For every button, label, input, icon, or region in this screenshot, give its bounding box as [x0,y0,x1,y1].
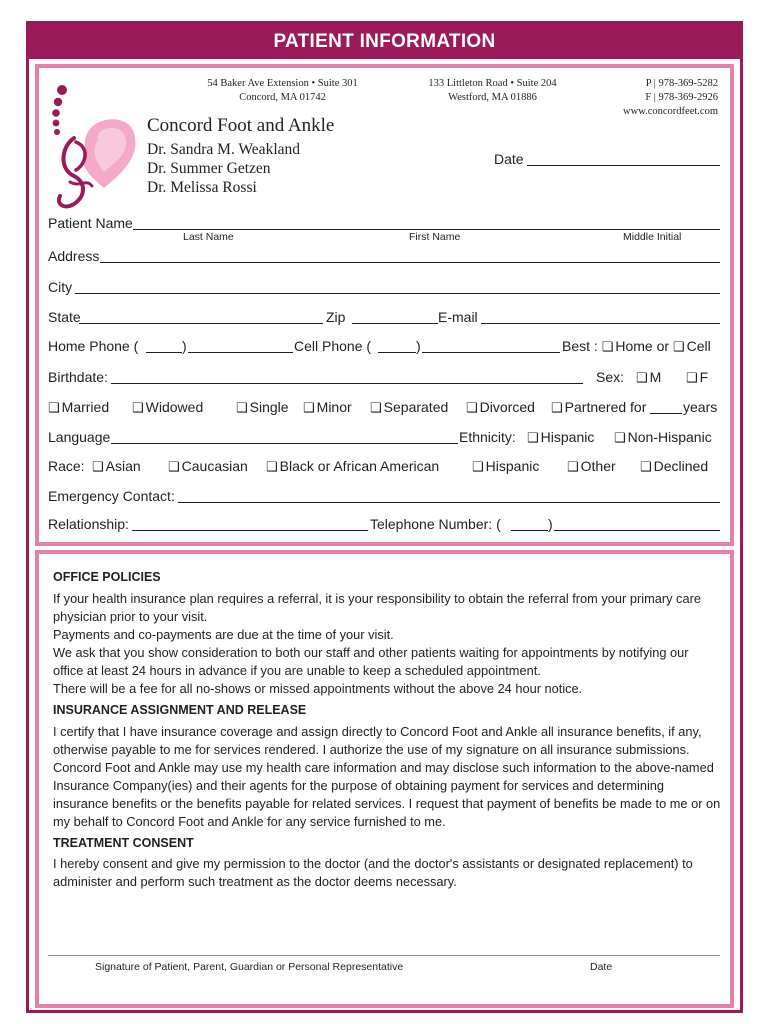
signature-field[interactable] [48,955,720,956]
race-black [266,458,439,475]
foot-logo-icon [46,78,146,213]
language-label: Language [48,429,111,445]
single-label: Single [249,399,289,415]
telephone-area-code-field[interactable] [511,530,548,531]
birthdate-field[interactable] [111,383,583,384]
insurance-title: INSURANCE ASSIGNMENT AND RELEASE [53,703,307,717]
divorced-checkbox[interactable]: ❑ [466,400,478,415]
telephone-field[interactable] [554,530,720,531]
best-home-checkbox[interactable]: ❑ [601,339,614,354]
race-declined [640,458,708,475]
cell-phone-field[interactable] [422,352,560,353]
best-cell-checkbox[interactable]: ❑ [672,339,685,354]
office-concord [195,77,370,105]
signature-date-caption: Date [590,961,613,973]
divorced-label: Divorced [479,399,535,415]
office-policies-title: OFFICE POLICIES [53,570,161,584]
email-field[interactable] [481,323,720,324]
email-label: E-mail [438,309,478,325]
sex-label: Sex: [596,369,625,385]
middle-initial-caption: Middle Initial [623,231,682,243]
partnered-checkbox[interactable]: ❑ [551,400,563,415]
ethnicity-label: Ethnicity: [459,429,516,445]
emergency-contact-field[interactable] [178,502,720,503]
treatment-title: TREATMENT CONSENT [53,836,194,850]
marital-divorced [466,399,535,416]
state-field[interactable] [79,323,323,324]
signature-caption: Signature of Patient, Parent, Guardian or Personal Representative [95,961,404,973]
practice-name: Concord Foot and Ankle [147,115,335,136]
race-declined-label: Declined [653,458,709,474]
office-policy-payments: Payments and co-payments are due at the time of your visit. [53,627,394,642]
office-westford-line2: Westford, MA 01886 [448,92,537,103]
race-asian-label: Asian [105,458,141,474]
marital-separated [370,399,448,416]
address-field[interactable] [100,262,720,263]
language-field[interactable] [111,443,458,444]
race-hispanic [472,458,539,475]
telephone-paren: ) [548,516,553,532]
marital-minor [303,399,352,416]
marital-partnered [551,399,646,416]
marital-married [48,399,109,416]
office-concord-line1: 54 Baker Ave Extension • Suite 301 [207,78,358,89]
ethnicity-hispanic [527,429,594,446]
sex-m-option [636,369,661,386]
telephone-label: Telephone Number: ( [370,516,501,532]
emergency-contact-label: Emergency Contact: [48,488,175,504]
ethnicity-non-hispanic-checkbox[interactable]: ❑ [614,430,626,445]
best-phone-group [562,338,711,355]
cell-phone-label: Cell Phone ( [294,338,372,354]
fax-number: F | 978-369-2926 [645,92,718,103]
widowed-label: Widowed [145,399,204,415]
ethnicity-non-hispanic-label: Non-Hispanic [627,429,712,445]
ethnicity-hispanic-label: Hispanic [540,429,595,445]
website-link[interactable]: www.concordfeet.com [623,106,718,117]
race-hispanic-checkbox[interactable]: ❑ [472,459,484,474]
race-hispanic-label: Hispanic [485,458,540,474]
office-policies-text [53,590,721,698]
best-cell-label: Cell [686,338,711,354]
separated-label: Separated [383,399,449,415]
first-name-caption: First Name [409,231,461,243]
married-checkbox[interactable]: ❑ [48,400,60,415]
last-name-caption: Last Name [183,231,234,243]
contact-block [590,77,718,119]
office-westford [410,77,575,105]
race-caucasian-checkbox[interactable]: ❑ [168,459,180,474]
home-area-code-field[interactable] [146,352,182,353]
partnered-years-field[interactable] [650,413,682,414]
office-concord-line2: Concord, MA 01742 [239,92,326,103]
marital-single [236,399,289,416]
cell-area-code-field[interactable] [378,352,416,353]
page-title: PATIENT INFORMATION [29,24,740,59]
doctor-list [147,140,300,197]
race-black-checkbox[interactable]: ❑ [266,459,278,474]
race-other [567,458,616,475]
home-paren: ) [182,338,187,354]
sex-m-checkbox[interactable]: ❑ [636,370,648,385]
marital-widowed [132,399,203,416]
separated-checkbox[interactable]: ❑ [370,400,382,415]
race-asian-checkbox[interactable]: ❑ [92,459,104,474]
sex-f-option [686,369,708,386]
years-label: years [683,399,718,415]
sex-f-checkbox[interactable]: ❑ [686,370,698,385]
office-policy-no-show: There will be a fee for all no-shows or missed appointments without the above 24 hour notice. [53,681,583,696]
zip-label: Zip [326,309,346,325]
city-label: City [48,279,73,295]
doctor-3: Dr. Melissa Rossi [147,179,257,196]
ethnicity-non-hispanic [614,429,712,446]
best-label: Best : [562,338,598,354]
race-asian [92,458,141,475]
home-phone-label: Home Phone ( [48,338,139,354]
widowed-checkbox[interactable]: ❑ [132,400,144,415]
sex-m-label: M [649,369,662,385]
phone-number: P | 978-369-5282 [645,78,718,89]
date-label: Date [494,151,524,167]
partnered-label: Partnered for [564,399,647,415]
race-other-label: Other [580,458,616,474]
date-field[interactable] [527,165,720,166]
patient-name-label: Patient Name [48,215,133,231]
relationship-field[interactable] [132,530,368,531]
zip-field[interactable] [352,323,438,324]
doctor-2: Dr. Summer Getzen [147,160,271,177]
office-policy-cancellation: We ask that you show consideration to both our staff and other patients waiting for appointments by notifying our office at least 24 hours in advance if you are unable to keep a scheduled appointment. [53,645,689,678]
office-policy-referral: If your health insurance plan requires a referral, it is your responsibility to obtain the referral from your primary care physician prior to your visit. [53,591,701,624]
race-black-label: Black or African American [279,458,440,474]
minor-checkbox[interactable]: ❑ [303,400,315,415]
office-westford-line1: 133 Littleton Road • Suite 204 [428,78,557,89]
race-declined-checkbox[interactable]: ❑ [640,459,652,474]
single-checkbox[interactable]: ❑ [236,400,248,415]
ethnicity-hispanic-checkbox[interactable]: ❑ [527,430,539,445]
city-field[interactable] [75,293,720,294]
minor-label: Minor [316,399,352,415]
race-label: Race: [48,458,85,474]
address-label: Address [48,248,100,264]
treatment-text: I hereby consent and give my permission to the doctor (and the doctor's assistants or designated replacement) to administer and perform such treatment as the doctor deems necessary. [53,856,693,889]
race-other-checkbox[interactable]: ❑ [567,459,579,474]
doctor-1: Dr. Sandra M. Weakland [147,141,301,158]
best-home-label: Home or [615,338,670,354]
patient-name-field[interactable] [133,229,720,230]
race-caucasian-label: Caucasian [181,458,248,474]
married-label: Married [61,399,110,415]
cell-paren: ) [416,338,421,354]
insurance-text: I certify that I have insurance coverage and assign directly to Concord Foot and Ankle all insurance benefits, if any, otherwise payable to me for services rendered. I authorize the use of my signature on all insurance submissions. Concord Foot and Ankle may use my health care information and may disclose such information to the above-named Insurance Company(ies) and their agents for the purpose of obtaining payment for services and determining insurance benefits or the benefits payable for related services. I request that payment of benefits be made to me or on my behalf to Concord Foot and Ankle for any service furnished to me. [53,724,721,829]
birthdate-label: Birthdate: [48,369,108,385]
race-caucasian [168,458,248,475]
relationship-label: Relationship: [48,516,129,532]
state-label: State [48,309,81,325]
home-phone-field[interactable] [188,352,293,353]
sex-f-label: F [699,369,709,385]
